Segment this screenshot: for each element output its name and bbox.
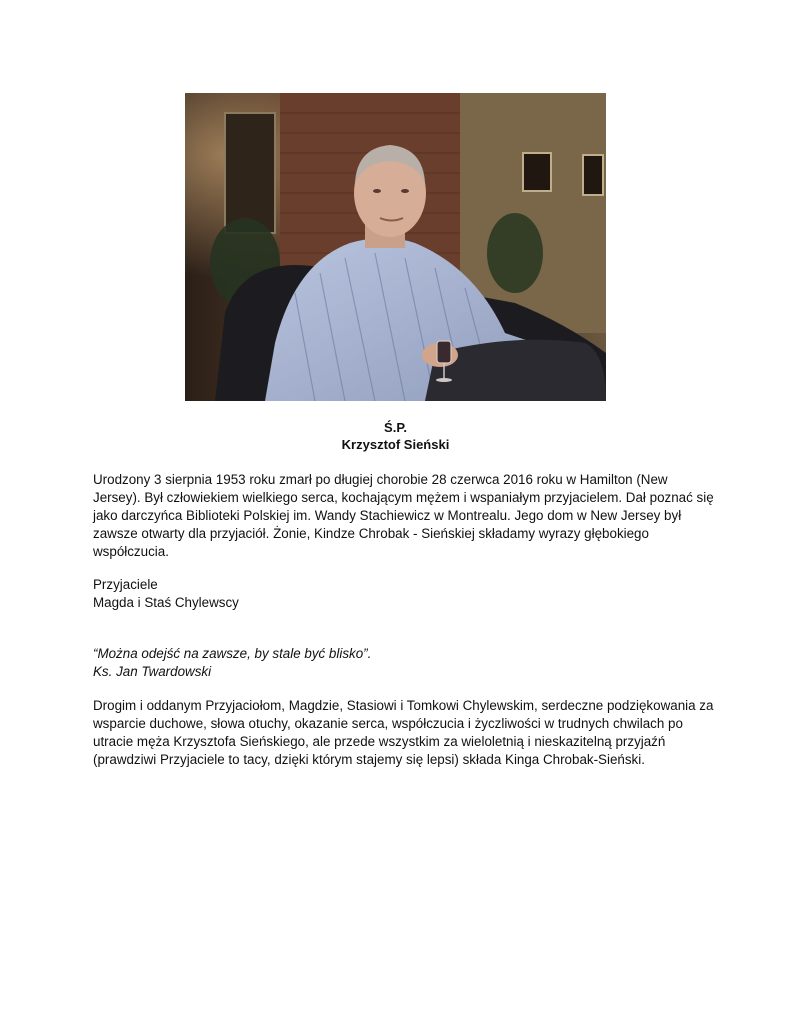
paragraph-line: Urodzony 3 sierpnia 1953 roku zmarł po długiej chorobie 28 czerwca 2016 roku w Hamilton (New bbox=[93, 472, 668, 487]
signature-names: Magda i Staś Chylewscy bbox=[93, 595, 239, 610]
paragraph-line: Drogim i oddanym Przyjaciołom, Magdzie, Stasiowi i Tomkowi Chylewskim, serdeczne podziękowania za bbox=[93, 698, 714, 713]
paragraph-line: wsparcie duchowe, słowa otuchy, okazanie serca, współczucia i życzliwości w trudnych chwilach po bbox=[93, 716, 683, 731]
signature-label: Przyjaciele bbox=[93, 577, 158, 592]
paragraph-line: jako darczyńca Biblioteki Polskiej im. Wandy Stachiewicz w Montrealu. Jego dom w New Jersey był bbox=[93, 508, 682, 523]
thanks-paragraph bbox=[93, 697, 714, 769]
quote-text: “Można odejść na zawsze, by stale być blisko”. bbox=[93, 646, 372, 661]
heading-title: Ś.P. bbox=[384, 420, 407, 435]
paragraph-line: utracie męża Krzysztofa Sieńskiego, ale przede wszystkim za wieloletnią i nieskazitelną przyjaźń bbox=[93, 734, 666, 749]
quote-block bbox=[93, 645, 708, 681]
portrait-photo-image bbox=[185, 93, 606, 401]
quote-author: Ks. Jan Twardowski bbox=[93, 664, 212, 679]
obituary-paragraph bbox=[93, 471, 714, 561]
signature-block bbox=[93, 576, 708, 612]
heading-name: Krzysztof Sieński bbox=[341, 437, 450, 452]
portrait-photo bbox=[185, 93, 606, 401]
paragraph-line: Jersey). Był człowiekiem wielkiego serca, kochającym mężem i wspaniałym przyjacielem. Dał poznać się bbox=[93, 490, 714, 505]
paragraph-line: zawsze otwarty dla przyjaciół. Żonie, Kindze Chrobak - Sieńskiej składamy wyrazy głębokiego bbox=[93, 526, 649, 541]
paragraph-line: (prawdziwi Przyjaciele to tacy, dzięki którym stajemy się lepsi) składa Kinga Chrobak-Sieński. bbox=[93, 752, 645, 767]
paragraph-line: współczucia. bbox=[93, 544, 169, 559]
